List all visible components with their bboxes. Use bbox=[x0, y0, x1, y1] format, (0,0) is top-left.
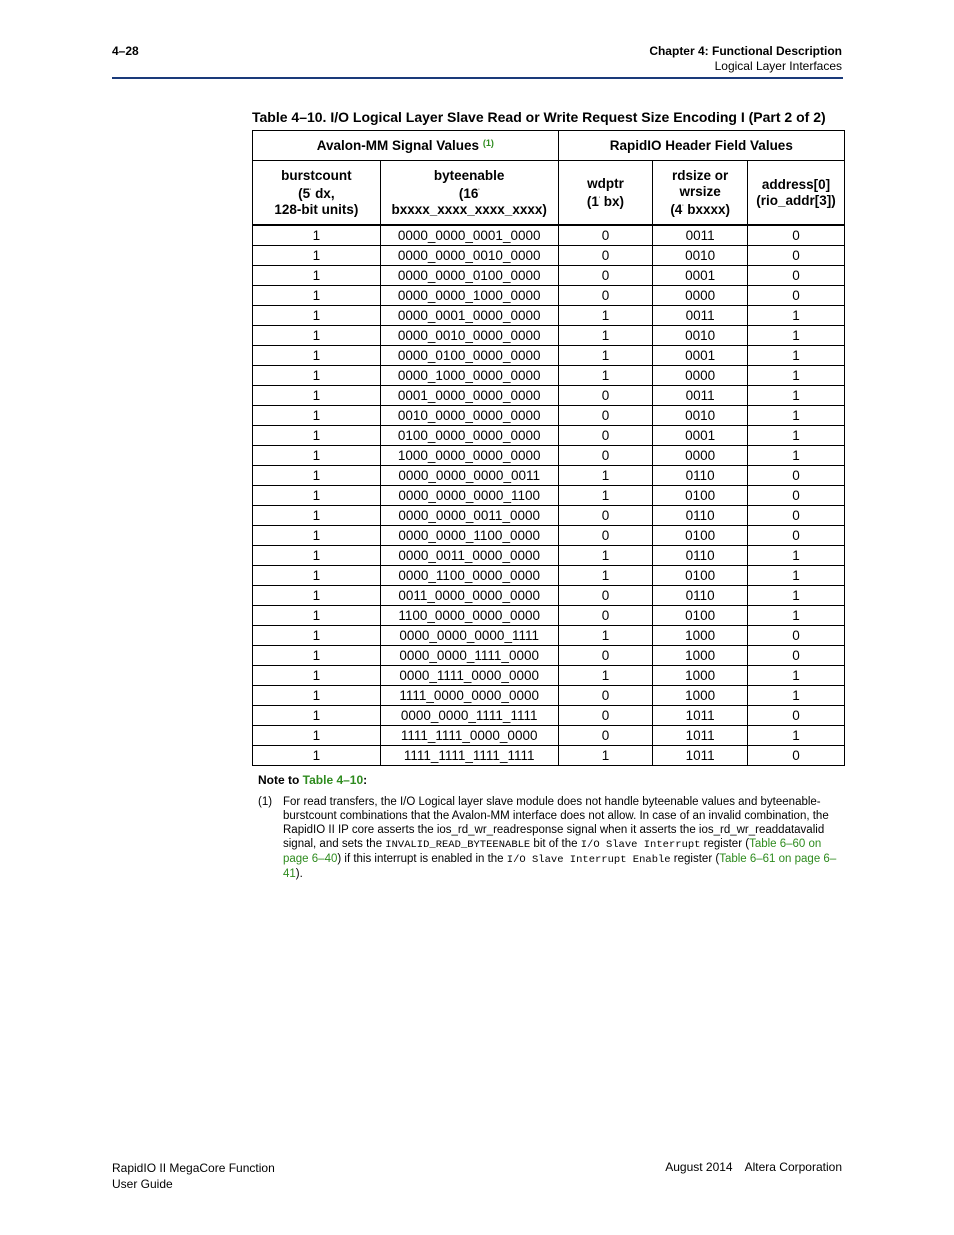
table-row bbox=[253, 306, 845, 326]
burstcount-cell: 1 bbox=[253, 406, 381, 426]
col-burstcount-width: (5 bbox=[298, 185, 311, 201]
col-address-fmt: (rio_addr[3]) bbox=[756, 192, 836, 208]
rdsize-cell: 1000 bbox=[653, 646, 748, 666]
wdptr-cell: 1 bbox=[558, 366, 653, 386]
table-row bbox=[253, 606, 845, 626]
note-code-1: INVALID_READ_BYTEENABLE bbox=[385, 839, 531, 851]
footnote-ref[interactable]: (1) bbox=[482, 138, 494, 148]
byteenable-cell: 0011_0000_0000_0000 bbox=[380, 586, 558, 606]
address-cell: 1 bbox=[748, 326, 845, 346]
byteenable-cell: 0000_0100_0000_0000 bbox=[380, 346, 558, 366]
rdsize-cell: 0001 bbox=[653, 426, 748, 446]
address-cell: 1 bbox=[748, 406, 845, 426]
address-cell: 1 bbox=[748, 446, 845, 466]
footer-left bbox=[112, 1160, 275, 1192]
rdsize-cell: 0001 bbox=[653, 266, 748, 286]
byteenable-cell: 1111_1111_1111_1111 bbox=[380, 746, 558, 766]
byteenable-cell: 0010_0000_0000_0000 bbox=[380, 406, 558, 426]
table-row bbox=[253, 646, 845, 666]
byteenable-cell: 0000_0000_1111_1111 bbox=[380, 706, 558, 726]
wdptr-cell: 1 bbox=[558, 546, 653, 566]
header-rule bbox=[112, 77, 843, 79]
rdsize-cell: 0110 bbox=[653, 506, 748, 526]
page-number: 4–28 bbox=[112, 44, 139, 58]
table-row bbox=[253, 746, 845, 766]
table-row bbox=[253, 326, 845, 346]
address-cell: 0 bbox=[748, 626, 845, 646]
col-wdptr-name: wdptr bbox=[587, 175, 624, 191]
group-header-row bbox=[253, 131, 845, 161]
table-row bbox=[253, 446, 845, 466]
note-text-6: ). bbox=[295, 868, 303, 880]
burstcount-cell: 1 bbox=[253, 486, 381, 506]
address-cell: 0 bbox=[748, 286, 845, 306]
burstcount-cell: 1 bbox=[253, 346, 381, 366]
wdptr-cell: 0 bbox=[558, 606, 653, 626]
address-cell: 0 bbox=[748, 486, 845, 506]
address-cell: 0 bbox=[748, 646, 845, 666]
wdptr-cell: 1 bbox=[558, 486, 653, 506]
table-row bbox=[253, 546, 845, 566]
byteenable-cell: 0000_0000_0001_0000 bbox=[380, 225, 558, 246]
encoding-table bbox=[252, 130, 845, 766]
burstcount-cell: 1 bbox=[253, 626, 381, 646]
table-row bbox=[253, 246, 845, 266]
address-cell: 0 bbox=[748, 706, 845, 726]
burstcount-cell: 1 bbox=[253, 706, 381, 726]
byteenable-cell: 0000_1111_0000_0000 bbox=[380, 666, 558, 686]
table-row bbox=[253, 346, 845, 366]
footnote-number: (1) bbox=[258, 796, 273, 808]
table-row bbox=[253, 666, 845, 686]
byteenable-cell: 1111_1111_0000_0000 bbox=[380, 726, 558, 746]
burstcount-cell: 1 bbox=[253, 686, 381, 706]
table-row bbox=[253, 386, 845, 406]
burstcount-cell: 1 bbox=[253, 306, 381, 326]
rdsize-cell: 1011 bbox=[653, 726, 748, 746]
wdptr-cell: 1 bbox=[558, 326, 653, 346]
burstcount-cell: 1 bbox=[253, 266, 381, 286]
burstcount-cell: 1 bbox=[253, 386, 381, 406]
rdsize-cell: 0100 bbox=[653, 526, 748, 546]
wdptr-cell: 0 bbox=[558, 286, 653, 306]
footer-doc-type: User Guide bbox=[112, 1177, 173, 1191]
address-cell: 1 bbox=[748, 366, 845, 386]
col-byteenable-name: byteenable bbox=[433, 167, 505, 183]
col-rdsize-alt: wrsize bbox=[679, 183, 721, 199]
byteenable-cell: 0000_0000_0010_0000 bbox=[380, 246, 558, 266]
col-byteenable-fmt: bxxxx_xxxx_xxxx_xxxx) bbox=[391, 201, 547, 217]
chapter-title: Chapter 4: Functional Description bbox=[649, 44, 842, 58]
wdptr-cell: 1 bbox=[558, 346, 653, 366]
rdsize-cell: 0110 bbox=[653, 466, 748, 486]
table-title: Table 4–10. I/O Logical Layer Slave Read or Write Request Size Encoding I (Part 2 of 2) bbox=[252, 109, 826, 125]
table-row bbox=[253, 526, 845, 546]
col-address bbox=[748, 161, 845, 226]
rdsize-cell: 0011 bbox=[653, 306, 748, 326]
table-row bbox=[253, 266, 845, 286]
byteenable-cell: 1111_0000_0000_0000 bbox=[380, 686, 558, 706]
address-cell: 1 bbox=[748, 666, 845, 686]
byteenable-cell: 0100_0000_0000_0000 bbox=[380, 426, 558, 446]
rdsize-cell: 1011 bbox=[653, 706, 748, 726]
address-cell: 0 bbox=[748, 266, 845, 286]
footer-product: RapidIO II MegaCore Function bbox=[112, 1161, 275, 1175]
col-burstcount bbox=[253, 161, 381, 226]
burstcount-cell: 1 bbox=[253, 506, 381, 526]
note-label: Note to bbox=[258, 773, 303, 787]
table-row bbox=[253, 225, 845, 246]
byteenable-cell: 0000_0000_0011_0000 bbox=[380, 506, 558, 526]
rdsize-cell: 0100 bbox=[653, 486, 748, 506]
table-row bbox=[253, 586, 845, 606]
note-code-3: I/O Slave Interrupt Enable bbox=[506, 854, 671, 866]
note-text-2: bit of the bbox=[530, 838, 581, 850]
table-row bbox=[253, 566, 845, 586]
rdsize-cell: 1011 bbox=[653, 746, 748, 766]
note-code-2: I/O Slave Interrupt bbox=[580, 839, 701, 851]
footer-company: Altera Corporation bbox=[744, 1160, 842, 1174]
address-cell: 1 bbox=[748, 386, 845, 406]
col-address-name: address[0] bbox=[761, 176, 831, 192]
running-header bbox=[649, 44, 842, 74]
rdsize-cell: 0010 bbox=[653, 326, 748, 346]
note-link-table-6-61[interactable]: Table 6–61 on page 6–41 bbox=[283, 853, 837, 880]
byteenable-cell: 0000_1100_0000_0000 bbox=[380, 566, 558, 586]
col-burstcount-name: burstcount bbox=[281, 167, 352, 183]
avalon-group-label: Avalon-MM Signal Values bbox=[316, 138, 480, 153]
address-cell: 1 bbox=[748, 346, 845, 366]
rdsize-cell: 0011 bbox=[653, 386, 748, 406]
wdptr-cell: 0 bbox=[558, 506, 653, 526]
address-cell: 0 bbox=[748, 526, 845, 546]
byteenable-cell: 0000_0001_0000_0000 bbox=[380, 306, 558, 326]
burstcount-cell: 1 bbox=[253, 606, 381, 626]
byteenable-cell: 1000_0000_0000_0000 bbox=[380, 446, 558, 466]
wdptr-cell: 0 bbox=[558, 446, 653, 466]
column-header-row bbox=[253, 161, 845, 226]
byteenable-cell: 0000_0000_1111_0000 bbox=[380, 646, 558, 666]
address-cell: 0 bbox=[748, 466, 845, 486]
note-text-4: ) if this interrupt is enabled in the bbox=[337, 853, 507, 865]
footnote-text bbox=[283, 795, 843, 881]
col-wdptr-width: (1 bbox=[586, 193, 599, 209]
table-row bbox=[253, 406, 845, 426]
burstcount-cell: 1 bbox=[253, 426, 381, 446]
col-byteenable-width: (16 bbox=[458, 185, 479, 201]
wdptr-cell: 0 bbox=[558, 225, 653, 246]
byteenable-cell: 0000_0011_0000_0000 bbox=[380, 546, 558, 566]
burstcount-cell: 1 bbox=[253, 246, 381, 266]
burstcount-cell: 1 bbox=[253, 546, 381, 566]
byteenable-cell: 0000_0000_0000_1111 bbox=[380, 626, 558, 646]
burstcount-cell: 1 bbox=[253, 746, 381, 766]
byteenable-cell: 0000_0000_0000_0011 bbox=[380, 466, 558, 486]
col-wdptr-fmt: bx) bbox=[603, 193, 625, 209]
wdptr-cell: 0 bbox=[558, 406, 653, 426]
col-rdsize-width: (4 bbox=[670, 201, 683, 217]
wdptr-cell: 0 bbox=[558, 646, 653, 666]
rdsize-cell: 1000 bbox=[653, 626, 748, 646]
section-title: Logical Layer Interfaces bbox=[714, 59, 842, 73]
tick-mark: ' bbox=[310, 188, 312, 195]
rdsize-cell: 0001 bbox=[653, 346, 748, 366]
byteenable-cell: 0000_1000_0000_0000 bbox=[380, 366, 558, 386]
table-row bbox=[253, 466, 845, 486]
byteenable-cell: 0000_0000_0100_0000 bbox=[380, 266, 558, 286]
address-cell: 0 bbox=[748, 506, 845, 526]
burstcount-cell: 1 bbox=[253, 326, 381, 346]
rdsize-cell: 1000 bbox=[653, 686, 748, 706]
wdptr-cell: 0 bbox=[558, 266, 653, 286]
address-cell: 1 bbox=[748, 546, 845, 566]
wdptr-cell: 1 bbox=[558, 746, 653, 766]
note-text-5: register ( bbox=[670, 853, 720, 865]
wdptr-cell: 0 bbox=[558, 686, 653, 706]
burstcount-cell: 1 bbox=[253, 526, 381, 546]
wdptr-cell: 0 bbox=[558, 386, 653, 406]
rdsize-cell: 1000 bbox=[653, 666, 748, 686]
wdptr-cell: 0 bbox=[558, 246, 653, 266]
table-row bbox=[253, 726, 845, 746]
wdptr-cell: 1 bbox=[558, 306, 653, 326]
wdptr-cell: 0 bbox=[558, 726, 653, 746]
tick-mark: ' bbox=[598, 196, 601, 203]
byteenable-cell: 0000_0000_1100_0000 bbox=[380, 526, 558, 546]
byteenable-cell: 0000_0000_1000_0000 bbox=[380, 286, 558, 306]
address-cell: 1 bbox=[748, 686, 845, 706]
note-heading bbox=[258, 773, 367, 787]
rapidio-group-header: RapidIO Header Field Values bbox=[558, 131, 844, 161]
address-cell: 0 bbox=[748, 746, 845, 766]
note-table-link[interactable]: Table 4–10 bbox=[302, 773, 364, 787]
table-row bbox=[253, 286, 845, 306]
burstcount-cell: 1 bbox=[253, 286, 381, 306]
rdsize-cell: 0100 bbox=[653, 566, 748, 586]
burstcount-cell: 1 bbox=[253, 666, 381, 686]
footer-right bbox=[653, 1160, 842, 1174]
rdsize-cell: 0011 bbox=[653, 225, 748, 246]
rdsize-cell: 0010 bbox=[653, 406, 748, 426]
rdsize-cell: 0000 bbox=[653, 446, 748, 466]
rdsize-cell: 0100 bbox=[653, 606, 748, 626]
avalon-group-header bbox=[253, 131, 559, 161]
col-wdptr bbox=[558, 161, 653, 226]
burstcount-cell: 1 bbox=[253, 726, 381, 746]
byteenable-cell: 0000_0010_0000_0000 bbox=[380, 326, 558, 346]
table-row bbox=[253, 366, 845, 386]
rdsize-cell: 0110 bbox=[653, 586, 748, 606]
burstcount-cell: 1 bbox=[253, 446, 381, 466]
col-rdsize bbox=[653, 161, 748, 226]
rdsize-cell: 0000 bbox=[653, 366, 748, 386]
burstcount-cell: 1 bbox=[253, 225, 381, 246]
col-byteenable bbox=[380, 161, 558, 226]
table-row bbox=[253, 686, 845, 706]
table-row bbox=[253, 706, 845, 726]
burstcount-cell: 1 bbox=[253, 466, 381, 486]
wdptr-cell: 0 bbox=[558, 526, 653, 546]
wdptr-cell: 0 bbox=[558, 586, 653, 606]
burstcount-cell: 1 bbox=[253, 586, 381, 606]
rdsize-cell: 0000 bbox=[653, 286, 748, 306]
note-text-1: For read transfers, the I/O Logical layer slave module does not handle byteenable values and byteenable-burstcount combinations that the Avalon-MM interface does not allow. In case of an invalid combination, the RapidIO II IP core asserts the ios_rd_wr_readresponse signal when it asserts the ios_rd_wr_readdatavalid signal, and sets the bbox=[283, 796, 829, 850]
wdptr-cell: 1 bbox=[558, 666, 653, 686]
rdsize-cell: 0110 bbox=[653, 546, 748, 566]
address-cell: 1 bbox=[748, 566, 845, 586]
footer-date: August 2014 bbox=[665, 1160, 733, 1174]
address-cell: 1 bbox=[748, 726, 845, 746]
address-cell: 1 bbox=[748, 426, 845, 446]
byteenable-cell: 1100_0000_0000_0000 bbox=[380, 606, 558, 626]
table-row bbox=[253, 486, 845, 506]
tick-mark: ' bbox=[682, 204, 684, 211]
address-cell: 0 bbox=[748, 225, 845, 246]
burstcount-cell: 1 bbox=[253, 366, 381, 386]
wdptr-cell: 0 bbox=[558, 706, 653, 726]
address-cell: 1 bbox=[748, 586, 845, 606]
address-cell: 0 bbox=[748, 246, 845, 266]
address-cell: 1 bbox=[748, 306, 845, 326]
col-burstcount-units: 128-bit units) bbox=[274, 201, 359, 217]
wdptr-cell: 1 bbox=[558, 566, 653, 586]
wdptr-cell: 1 bbox=[558, 466, 653, 486]
byteenable-cell: 0001_0000_0000_0000 bbox=[380, 386, 558, 406]
col-rdsize-name: rdsize or bbox=[672, 167, 729, 183]
note-link-table-6-60[interactable]: Table 6–60 on page 6–40 bbox=[283, 838, 822, 865]
rdsize-cell: 0010 bbox=[653, 246, 748, 266]
col-burstcount-fmt: dx, bbox=[315, 185, 335, 201]
burstcount-cell: 1 bbox=[253, 566, 381, 586]
table-row bbox=[253, 506, 845, 526]
burstcount-cell: 1 bbox=[253, 646, 381, 666]
wdptr-cell: 0 bbox=[558, 426, 653, 446]
table-row bbox=[253, 426, 845, 446]
table-row bbox=[253, 626, 845, 646]
byteenable-cell: 0000_0000_0000_1100 bbox=[380, 486, 558, 506]
address-cell: 1 bbox=[748, 606, 845, 626]
col-rdsize-fmt: bxxxx) bbox=[687, 201, 731, 217]
tick-mark: ' bbox=[478, 188, 480, 195]
table-body bbox=[253, 225, 845, 766]
note-colon: : bbox=[363, 773, 368, 787]
note-text-3: register ( bbox=[700, 838, 750, 850]
wdptr-cell: 1 bbox=[558, 626, 653, 646]
